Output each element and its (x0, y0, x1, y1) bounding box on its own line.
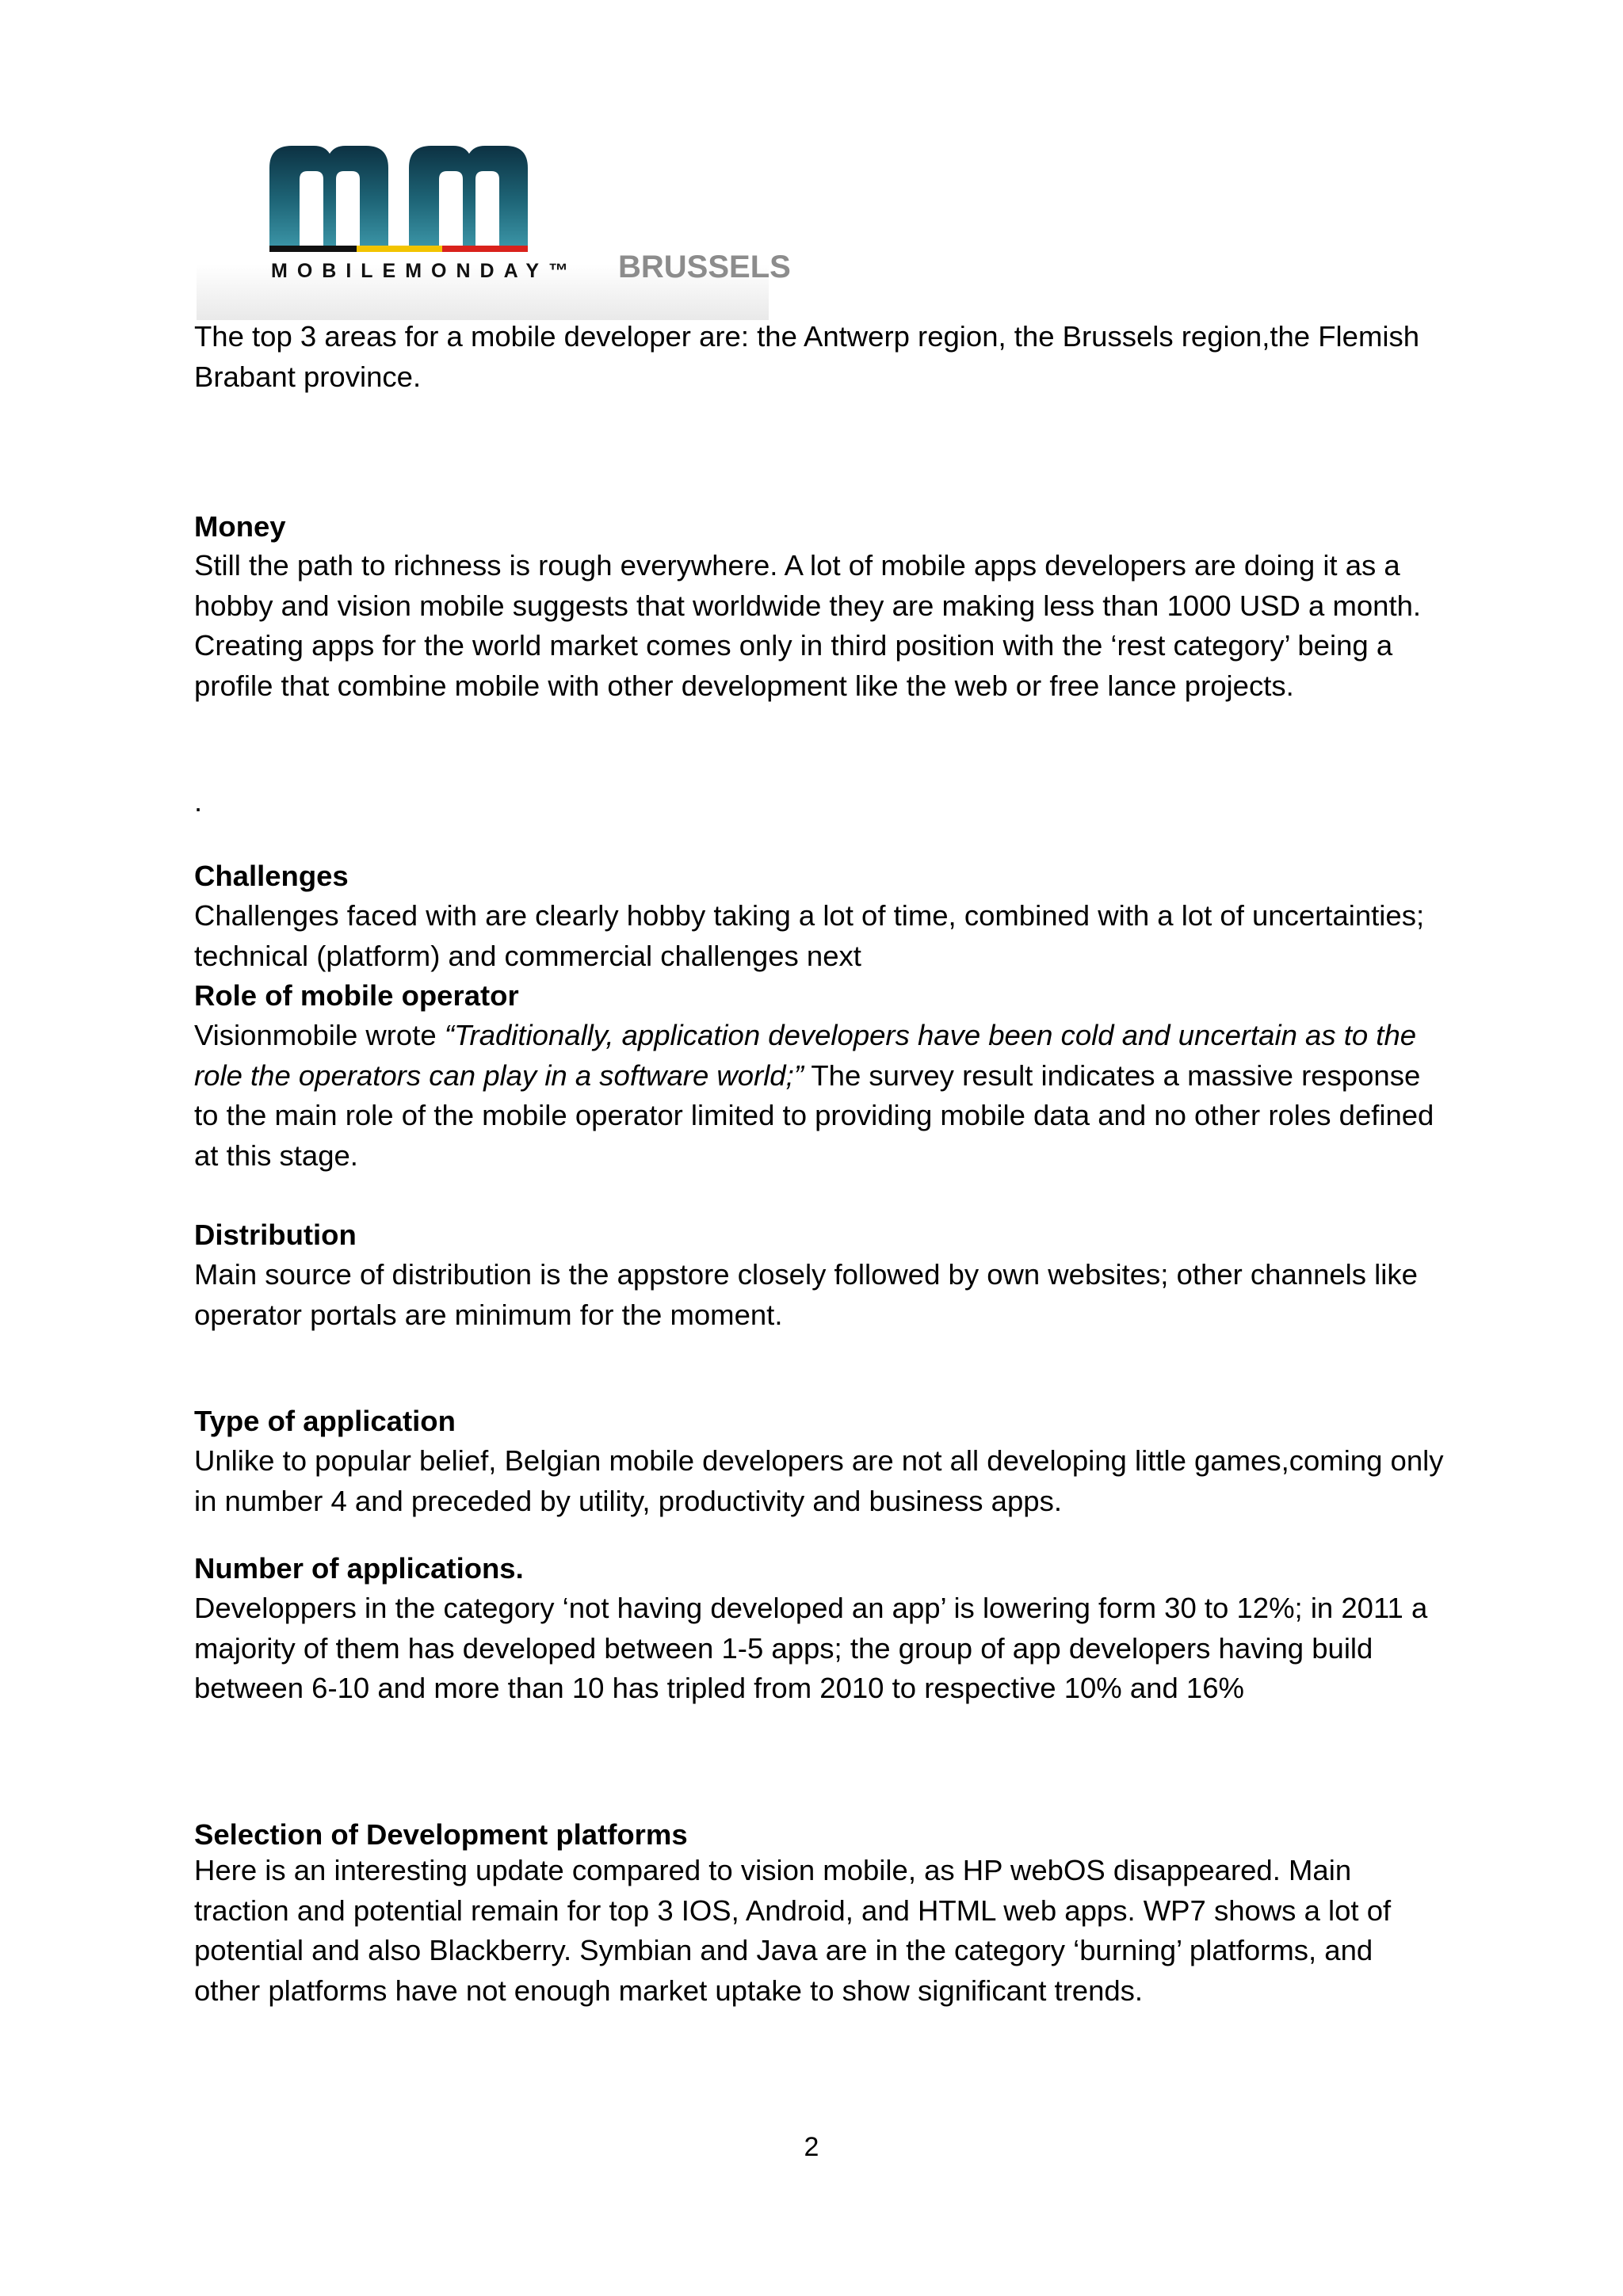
money-paragraph: Still the path to richness is rough everywhere. A lot of mobile apps developers are doing it as a hobby and vision mobile suggests that worldwide they are making less than 1000 USD a month. Creating apps for the world market comes only in third position with the ‘rest category’ being a profile that combine mobile with other development like the web or free lance projects. (194, 549, 1422, 702)
logo-flag-red (442, 246, 528, 252)
operator-lead: Visionmobile wrote (194, 1019, 445, 1051)
type-of-application-paragraph: Unlike to popular belief, Belgian mobile developers are not all developing little games,coming only in number 4 and preceded by utility, productivity and business apps. (194, 1444, 1444, 1517)
distribution-heading: Distribution (194, 1219, 357, 1251)
number-of-applications-paragraph: Developpers in the category ‘not having developed an app’ is lowering form 30 to 12%; in 2011 a majority of them has developed between 1-5 apps; the group of app developers having build between 6-10 and more than 10 has tripled from 2010 to respective 10% and 16% (194, 1592, 1428, 1704)
operator-heading: Role of mobile operator (194, 979, 519, 1012)
money-dot: . (194, 785, 203, 818)
operator-body: The survey result indicates a massive response to the main role of the mobile operator limited to providing mobile data and no other roles defined at this stage. (194, 1058, 1434, 1172)
page-number: 2 (804, 2132, 819, 2162)
logo-letter-m-1 (269, 146, 388, 246)
logo-letter-m-2 (409, 146, 528, 246)
money-heading: Money (194, 510, 286, 543)
number-of-applications-heading: Number of applications. (194, 1552, 524, 1585)
platforms-heading: Selection of Development platforms (194, 1818, 688, 1851)
logo-flag-yellow (357, 246, 442, 252)
challenges-paragraph: Challenges faced with are clearly hobby taking a lot of time, combined with a lot of uncertainties; technical (platform) and commercial challenges next (194, 899, 1425, 972)
type-of-application-heading: Type of application (194, 1405, 456, 1437)
platforms-paragraph: Here is an interesting update compared to vision mobile, as HP webOS disappeared. Main traction and potential remain for top 3 IOS, Android, and HTML web apps. WP7 shows a lot of potential and also Blackberry. Symbian and Java are in the category ‘burning’ platforms, and other platforms have not enough market uptake to show significant trends. (194, 1854, 1392, 2007)
operator-paragraph (194, 1016, 1446, 1176)
challenges-heading: Challenges (194, 860, 349, 892)
logo-flag-black (269, 246, 357, 252)
intro-paragraph: The top 3 areas for a mobile developer are: the Antwerp region, the Brussels region,the Flemish Brabant province. (194, 320, 1420, 393)
logo-city: BRUSSELS (618, 250, 791, 284)
mobilemonday-brussels-logo (197, 133, 791, 320)
distribution-paragraph: Main source of distribution is the appstore closely followed by own websites; other channels like operator portals are minimum for the moment. (194, 1258, 1418, 1331)
operator-quote: “Traditionally, application developers have been cold and uncertain as to the role the operators can play in a software world;” (194, 1019, 1417, 1092)
logo-wordmark: MOBILEMONDAY™ (271, 260, 579, 282)
